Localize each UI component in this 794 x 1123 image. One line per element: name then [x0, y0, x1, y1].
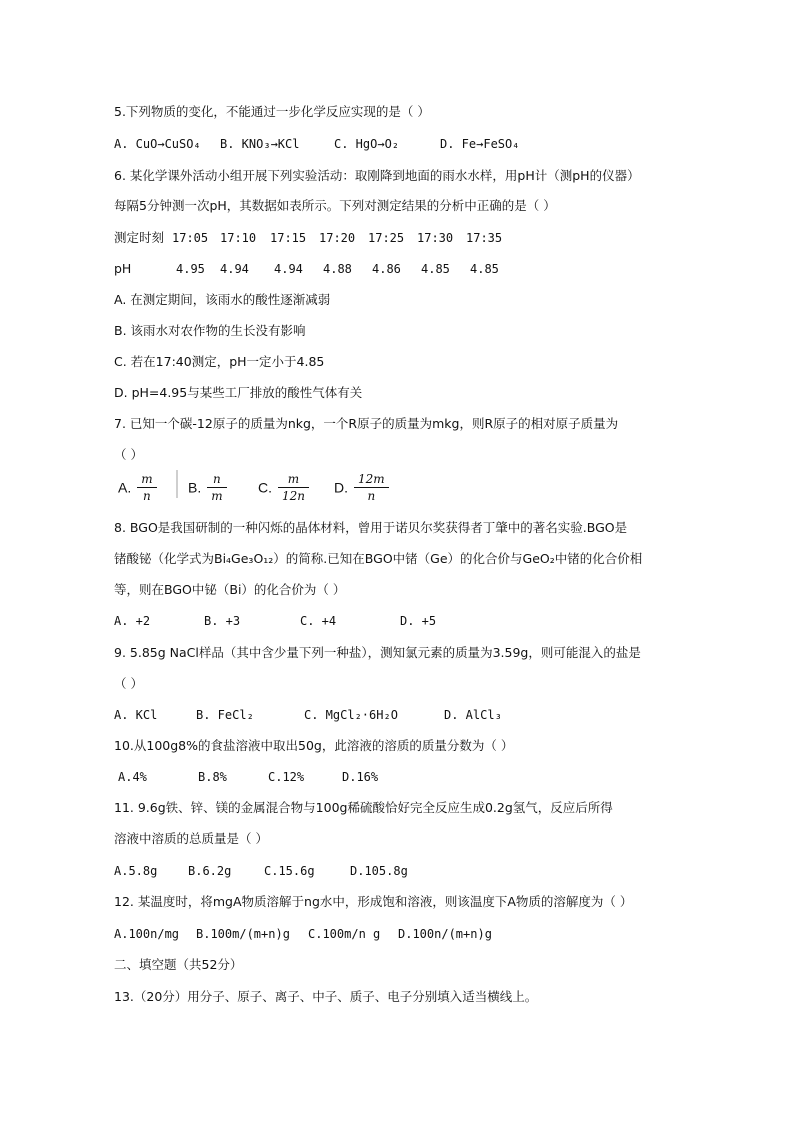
fraction-bar — [207, 487, 226, 488]
q6-ph-cell: 4.88 — [323, 262, 352, 276]
q6-option-b: B. 该雨水对农作物的生长没有影响 — [114, 323, 306, 338]
q6-time-cell: 17:05 — [172, 231, 209, 245]
q7-option-b — [188, 472, 225, 503]
q12-option-b: B.100m/(m+n)g — [196, 927, 290, 941]
fraction-numerator: m — [141, 472, 153, 486]
q5-option-a: A. CuO→CuSO₄ — [114, 137, 201, 151]
section-heading-fill-in: 二、填空题（共52分） — [114, 957, 243, 972]
q6-option-a: A. 在测定期间，该雨水的酸性逐渐减弱 — [114, 292, 331, 307]
fraction-bar — [278, 487, 309, 488]
q6-ph-cell: 4.85 — [470, 262, 499, 276]
q8-stem-line3: 等，则在BGO中铋（Bi）的化合价为（ ） — [114, 582, 346, 597]
q10-option-b: B.8% — [198, 770, 227, 784]
q6-ph-cell: 4.85 — [421, 262, 450, 276]
fraction-denominator: n — [143, 489, 151, 503]
q6-time-cell: 17:35 — [466, 231, 503, 245]
q6-ph-cell: 4.95 — [176, 262, 205, 276]
fraction-numerator: n — [213, 472, 221, 486]
q9-paren: （ ） — [114, 676, 143, 691]
fraction-bar — [354, 487, 389, 488]
q10-stem: 10.从100g8%的食盐溶液中取出50g，此溶液的溶质的质量分数为（ ） — [114, 738, 514, 753]
option-divider — [176, 470, 178, 498]
fraction-bar — [137, 487, 156, 488]
q9-option-d: D. AlCl₃ — [444, 708, 502, 722]
q9-option-b: B. FeCl₂ — [196, 708, 254, 722]
q6-ph-cell: 4.86 — [372, 262, 401, 276]
q10-option-d: D.16% — [342, 770, 379, 784]
q5-option-d: D. Fe→FeSO₄ — [440, 137, 520, 151]
q7-option-b-fraction — [209, 472, 224, 503]
q6-time-cell: 17:10 — [220, 231, 257, 245]
q6-stem-line1: 6. 某化学课外活动小组开展下列实验活动：取刚降到地面的雨水水样，用pH计（测pH的仪器） — [114, 168, 640, 183]
q6-ph-label: pH — [114, 261, 132, 276]
fraction-denominator: 12n — [281, 489, 305, 503]
q6-ph-cell: 4.94 — [220, 262, 249, 276]
q5-stem: 5.下列物质的变化，不能通过一步化学反应实现的是（ ） — [114, 104, 430, 119]
q12-option-d: D.100n/(m+n)g — [398, 927, 492, 941]
q5-option-c: C. HgO→O₂ — [334, 137, 400, 151]
q13-stem: 13.（20分）用分子、原子、离子、中子、质子、电子分别填入适当横线上。 — [114, 989, 538, 1004]
q11-stem-line1: 11. 9.6g铁、锌、镁的金属混合物与100g稀硫酸恰好完全反应生成0.2g氢气，反应后所得 — [114, 800, 613, 815]
q7-option-a — [118, 472, 155, 503]
q6-time-label: 测定时刻 — [114, 230, 165, 245]
q8-option-d: D. +5 — [400, 614, 437, 628]
q10-option-a: A.4% — [118, 770, 147, 784]
q6-time-cell: 17:15 — [270, 231, 307, 245]
q7-option-a-label: A. — [118, 479, 132, 496]
q7-option-c-label: C. — [258, 479, 272, 496]
q6-option-d: D. pH=4.95与某些工厂排放的酸性气体有关 — [114, 385, 363, 400]
q7-option-d — [334, 472, 387, 503]
q5-option-b: B. KNO₃→KCl — [220, 137, 300, 151]
q10-option-c: C.12% — [268, 770, 305, 784]
q6-ph-cell: 4.94 — [274, 262, 303, 276]
q12-option-c: C.100m/n g — [308, 927, 381, 941]
q8-option-b: B. +3 — [204, 614, 241, 628]
fraction-numerator: m — [287, 472, 300, 486]
fraction-denominator: n — [367, 489, 376, 503]
q12-option-a: A.100n/mg — [114, 927, 180, 941]
q7-option-d-label: D. — [334, 479, 348, 496]
q8-stem-line2: 锗酸铋（化学式为Bi₄Ge₃O₁₂）的简称.已知在BGO中锗（Ge）的化合价与GeO₂中锗的化合价相 — [114, 551, 643, 566]
q6-time-cell: 17:30 — [417, 231, 454, 245]
q6-time-cell: 17:20 — [319, 231, 356, 245]
q11-option-a: A.5.8g — [114, 864, 158, 878]
fraction-numerator: 12m — [357, 472, 385, 486]
q7-option-d-fraction — [356, 472, 387, 503]
q11-option-d: D.105.8g — [350, 864, 408, 878]
q9-option-c: C. MgCl₂·6H₂O — [304, 708, 398, 722]
q11-stem-line2: 溶液中溶质的总质量是（ ） — [114, 831, 268, 846]
q9-option-a: A. KCl — [114, 708, 158, 722]
q11-option-c: C.15.6g — [264, 864, 315, 878]
q8-option-c: C. +4 — [300, 614, 337, 628]
q7-paren: （ ） — [114, 447, 143, 462]
q8-stem-line1: 8. BGO是我国研制的一种闪烁的晶体材料，曾用于诺贝尔奖获得者丁肇中的著名实验.BGO是 — [114, 520, 628, 535]
q6-stem-line2: 每隔5分钟测一次pH，其数据如表所示。下列对测定结果的分析中正确的是（ ） — [114, 198, 556, 213]
q7-option-b-label: B. — [188, 479, 202, 496]
q11-option-b: B.6.2g — [188, 864, 232, 878]
q6-option-c: C. 若在17:40测定，pH一定小于4.85 — [114, 354, 325, 369]
q7-option-c-fraction — [280, 472, 307, 503]
q7-option-c — [258, 472, 307, 503]
q6-time-cell: 17:25 — [368, 231, 405, 245]
fraction-denominator: m — [211, 489, 223, 503]
q7-stem: 7. 已知一个碳-12原子的质量为nkg，一个R原子的质量为mkg，则R原子的相对原子质量为 — [114, 416, 619, 431]
q12-stem: 12. 某温度时，将mgA物质溶解于ng水中，形成饱和溶液，则该温度下A物质的溶解度为（ ） — [114, 894, 633, 909]
q9-stem: 9. 5.85g NaCl样品（其中含少量下列一种盐），测知氯元素的质量为3.59g，则可能混入的盐是 — [114, 645, 641, 660]
q7-option-a-fraction — [139, 472, 154, 503]
q8-option-a: A. +2 — [114, 614, 151, 628]
